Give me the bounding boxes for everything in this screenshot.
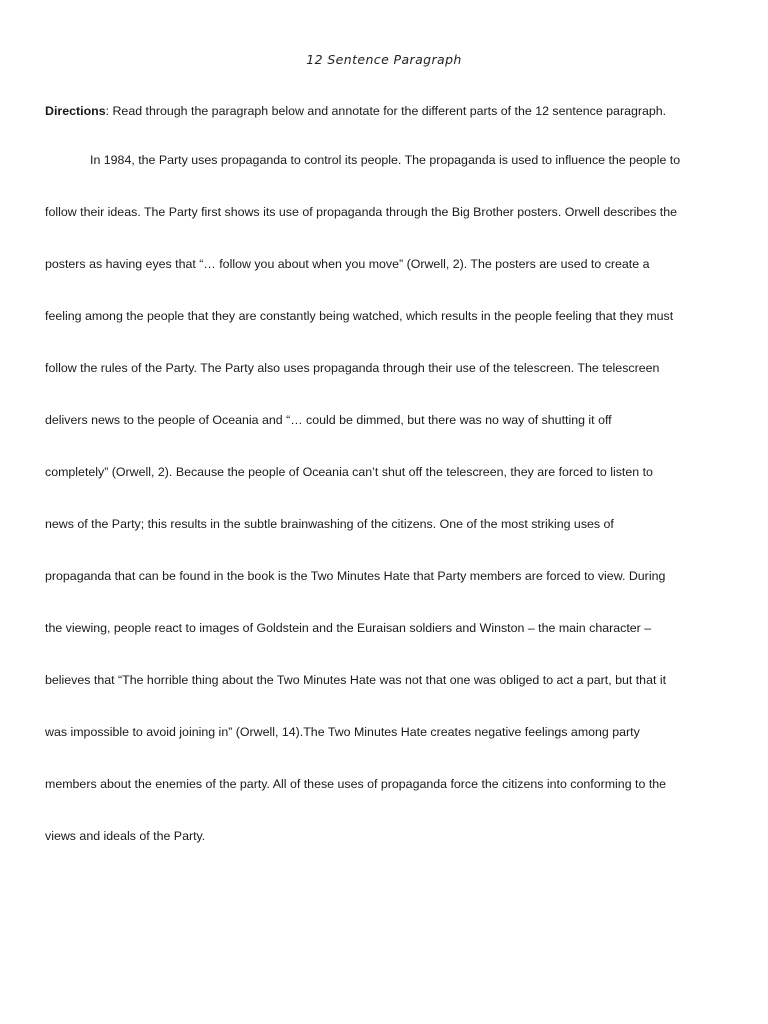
paragraph-line: posters as having eyes that “… follow you about when you move” (Orwell, 2). The posters are used to create a xyxy=(45,257,650,271)
paragraph-line: the viewing, people react to images of Goldstein and the Euraisan soldiers and Winston – the main character – xyxy=(45,621,652,635)
paragraph-line: In 1984, the Party uses propaganda to control its people. The propaganda is used to influence the people to xyxy=(90,153,681,167)
directions-text: : Read through the paragraph below and annotate for the different parts of the 12 sentence paragraph. xyxy=(105,104,667,118)
paragraph-line: completely” (Orwell, 2). Because the people of Oceania can’t shut off the telescreen, they are forced to listen to xyxy=(45,465,653,479)
paragraph-line: propaganda that can be found in the book is the Two Minutes Hate that Party members are forced to view. During xyxy=(45,569,666,583)
paragraph-line: views and ideals of the Party. xyxy=(45,829,206,843)
directions xyxy=(45,104,735,118)
document-title: 12 Sentence Paragraph xyxy=(306,52,462,67)
paragraph-line: members about the enemies of the party. All of these uses of propaganda force the citizens into conforming to the xyxy=(45,777,667,791)
paragraph-line: believes that “The horrible thing about the Two Minutes Hate was not that one was obliged to act a part, but that it xyxy=(45,673,667,687)
paragraph-line: feeling among the people that they are constantly being watched, which results in the people feeling that they must xyxy=(45,309,674,323)
paragraph xyxy=(45,150,735,878)
paragraph-line: follow the rules of the Party. The Party also uses propaganda through their use of the telescreen. The telescreen xyxy=(45,361,660,375)
paragraph-line: news of the Party; this results in the subtle brainwashing of the citizens. One of the most striking uses of xyxy=(45,517,614,531)
directions-label: Directions xyxy=(45,104,106,118)
paragraph-line: was impossible to avoid joining in” (Orwell, 14).The Two Minutes Hate creates negative feelings among party xyxy=(45,725,640,739)
paragraph-line: follow their ideas. The Party first shows its use of propaganda through the Big Brother posters. Orwell describes the xyxy=(45,205,678,219)
paragraph-line: delivers news to the people of Oceania and “… could be dimmed, but there was no way of shutting it off xyxy=(45,413,612,427)
